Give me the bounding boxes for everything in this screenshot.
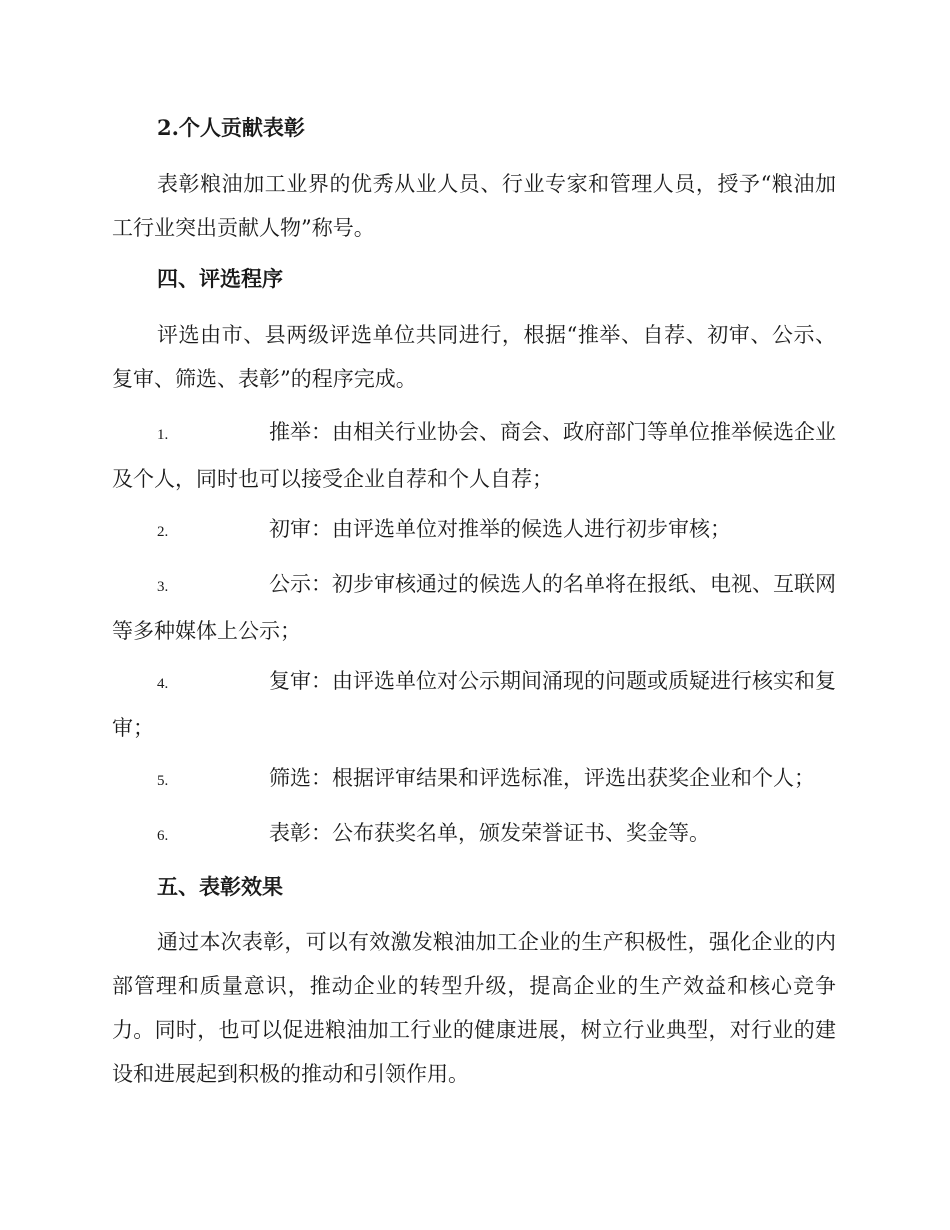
- section-2-heading: 2.个人贡献表彰: [157, 115, 305, 140]
- step-item-5: [112, 756, 836, 803]
- step-text: 公示：初步审核通过的候选人的名单将在报纸、电视、互联网等多种媒体上公示；: [112, 572, 836, 643]
- section-4-heading: 四、评选程序: [157, 266, 283, 291]
- step-number: 1.: [157, 427, 169, 443]
- step-number: 5.: [157, 773, 169, 789]
- step-text: 筛选：根据评审结果和评选标准，评选出获奖企业和个人；: [269, 766, 815, 790]
- step-text: 推举：由相关行业协会、商会、政府部门等单位推举候选企业及个人，同时也可以接受企业自荐和个人自荐；: [112, 420, 836, 491]
- step-item-3: [112, 562, 836, 653]
- step-text: 表彰：公布获奖名单，颁发荣誉证书、奖金等。: [269, 821, 710, 845]
- step-item-1: [112, 410, 836, 501]
- step-number: 6.: [157, 828, 169, 844]
- step-text: 初审：由评选单位对推举的候选人进行初步审核；: [269, 517, 731, 541]
- step-item-6: [112, 811, 836, 858]
- section-2-paragraph: 表彰粮油加工业界的优秀从业人员、行业专家和管理人员，授予“粮油加工行业突出贡献人物”称号。: [112, 172, 836, 240]
- step-number: 3.: [157, 579, 169, 595]
- step-number: 2.: [157, 524, 169, 540]
- section-5-heading: 五、表彰效果: [157, 874, 283, 899]
- section-4-intro-paragraph: 评选由市、县两级评选单位共同进行，根据“推举、自荐、初审、公示、复审、筛选、表彰”的程序完成。: [112, 323, 836, 391]
- step-item-2: [112, 507, 836, 554]
- step-number: 4.: [157, 676, 169, 692]
- step-item-4: [112, 659, 836, 750]
- step-text: 复审：由评选单位对公示期间涌现的问题或质疑进行核实和复审；: [112, 669, 836, 740]
- section-5-paragraph: 通过本次表彰，可以有效激发粮油加工企业的生产积极性，强化企业的内部管理和质量意识，推动企业的转型升级，提高企业的生产效益和核心竞争力。同时，也可以促进粮油加工行业的健康进展，树立行业典型，对行业的建设和进展起到积极的推动和引领作用。: [112, 930, 836, 1086]
